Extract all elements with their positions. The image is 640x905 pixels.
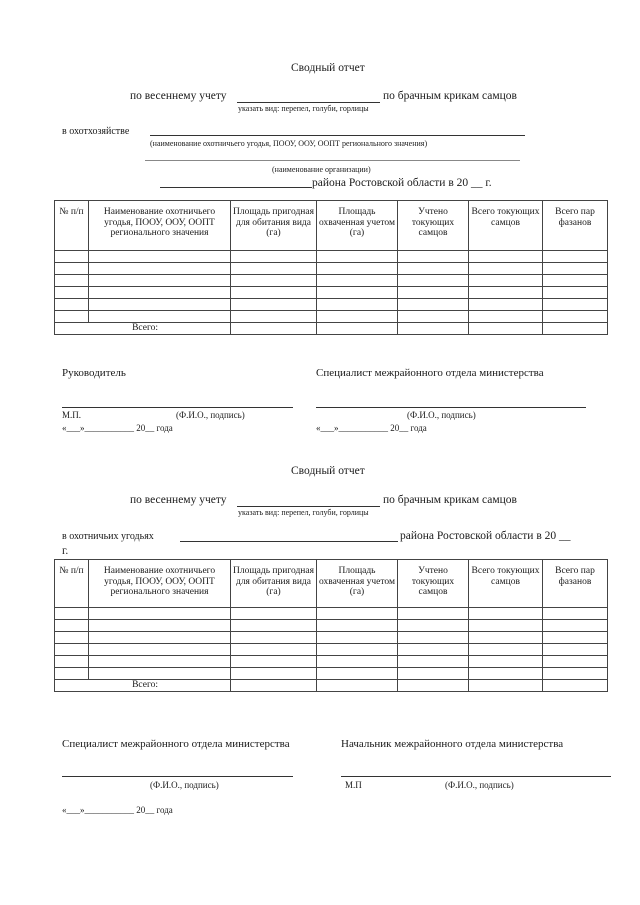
report2-table	[54, 559, 608, 692]
table-row	[55, 644, 608, 656]
report2-species-hint: указать вид: перепел, голуби, горлицы	[238, 508, 369, 517]
table-row	[55, 287, 608, 299]
report2-header-counted-males: Учтено токующих самцов	[398, 560, 469, 608]
report1-header-suitable-area: Площадь пригодная для обитания вида (га)	[231, 201, 317, 251]
report2-year-suffix: г.	[62, 545, 69, 557]
report2-title: Сводный отчет	[291, 465, 365, 477]
report2-chief-fio-hint: (Ф.И.О., подпись)	[445, 780, 514, 790]
table-row	[55, 632, 608, 644]
report1-farm-field[interactable]	[150, 135, 525, 136]
report1-specialist-date[interactable]: «___»___________ 20__ года	[316, 423, 427, 433]
report1-specialist-fio-hint: (Ф.И.О., подпись)	[407, 410, 476, 420]
report1-head-signature-field[interactable]	[62, 407, 293, 408]
report1-survey-suffix: по брачным крикам самцов	[383, 90, 517, 102]
report1-table	[54, 200, 608, 335]
table-row	[55, 668, 608, 680]
table-total-row	[55, 323, 608, 335]
table-row	[55, 656, 608, 668]
report2-species-field[interactable]	[237, 506, 380, 507]
report1-header-land-name: Наименование охотничьего угодья, ПООУ, ООУ, ООПТ регионального значения	[89, 201, 231, 251]
report1-header-counted-males: Учтено токующих самцов	[398, 201, 469, 251]
table-row	[55, 311, 608, 323]
report1-header-total-males: Всего токующих самцов	[469, 201, 543, 251]
report1-head-title: Руководитель	[62, 367, 126, 379]
report1-survey-prefix: по весеннему учету	[130, 90, 227, 102]
report1-district-field[interactable]	[160, 187, 312, 188]
report2-specialist-signature-field[interactable]	[62, 776, 293, 777]
table-row	[55, 251, 608, 263]
report2-chief-signature-field[interactable]	[341, 776, 611, 777]
table-row	[55, 263, 608, 275]
report2-stamp-label: М.П	[345, 780, 362, 790]
report1-title: Сводный отчет	[291, 62, 365, 74]
report1-total-label: Всего:	[55, 323, 231, 335]
report2-survey-suffix: по брачным крикам самцов	[383, 494, 517, 506]
report2-lands-label: в охотничьих угодьях	[62, 531, 154, 542]
report2-header-total-males: Всего токующих самцов	[469, 560, 543, 608]
report2-total-label: Всего:	[55, 680, 231, 692]
report1-specialist-title: Специалист межрайонного отдела министерства	[316, 367, 544, 379]
report1-stamp-label: М.П.	[62, 410, 82, 420]
report1-specialist-signature-field[interactable]	[316, 407, 586, 408]
report1-farm-label: в охотхозяйстве	[62, 126, 130, 137]
report1-header-pheasant-pairs: Всего пар фазанов	[543, 201, 608, 251]
report2-survey-prefix: по весеннему учету	[130, 494, 227, 506]
report1-header-number: № п/п	[55, 201, 89, 251]
report1-org-field[interactable]	[145, 160, 520, 161]
report2-date[interactable]: «___»___________ 20__ года	[62, 805, 173, 815]
report1-head-fio-hint: (Ф.И.О., подпись)	[176, 410, 245, 420]
report2-specialist-fio-hint: (Ф.И.О., подпись)	[150, 780, 219, 790]
report2-district-text: района Ростовской области в 20 __	[400, 530, 571, 542]
report2-chief-title: Начальник межрайонного отдела министерства	[341, 738, 564, 750]
report1-head-date[interactable]: «___»___________ 20__ года	[62, 423, 173, 433]
report2-district-field[interactable]	[180, 541, 398, 542]
report1-species-hint: указать вид: перепел, голуби, горлицы	[238, 104, 369, 113]
report2-specialist-title: Специалист межрайонного отдела министерства	[62, 738, 290, 750]
table-total-row	[55, 680, 608, 692]
report1-org-hint: (наименование организации)	[272, 165, 371, 174]
report1-district-text: района Ростовской области в 20 __ г.	[312, 177, 492, 189]
table-row	[55, 608, 608, 620]
report2-header-suitable-area: Площадь пригодная для обитания вида (га)	[231, 560, 317, 608]
report2-header-number: № п/п	[55, 560, 89, 608]
report2-header-pheasant-pairs: Всего пар фазанов	[543, 560, 608, 608]
table-row	[55, 299, 608, 311]
report1-header-covered-area: Площадь охваченная учетом (га)	[317, 201, 398, 251]
table-row	[55, 275, 608, 287]
report1-farm-hint: (наименование охотничьего угодья, ПООУ, ООУ, ООПТ регионального значения)	[150, 139, 428, 148]
report2-header-land-name: Наименование охотничьего угодья, ПООУ, ООУ, ООПТ регионального значения	[89, 560, 231, 608]
table-row	[55, 620, 608, 632]
report1-species-field[interactable]	[237, 102, 380, 103]
report2-header-covered-area: Площадь охваченная учетом (га)	[317, 560, 398, 608]
